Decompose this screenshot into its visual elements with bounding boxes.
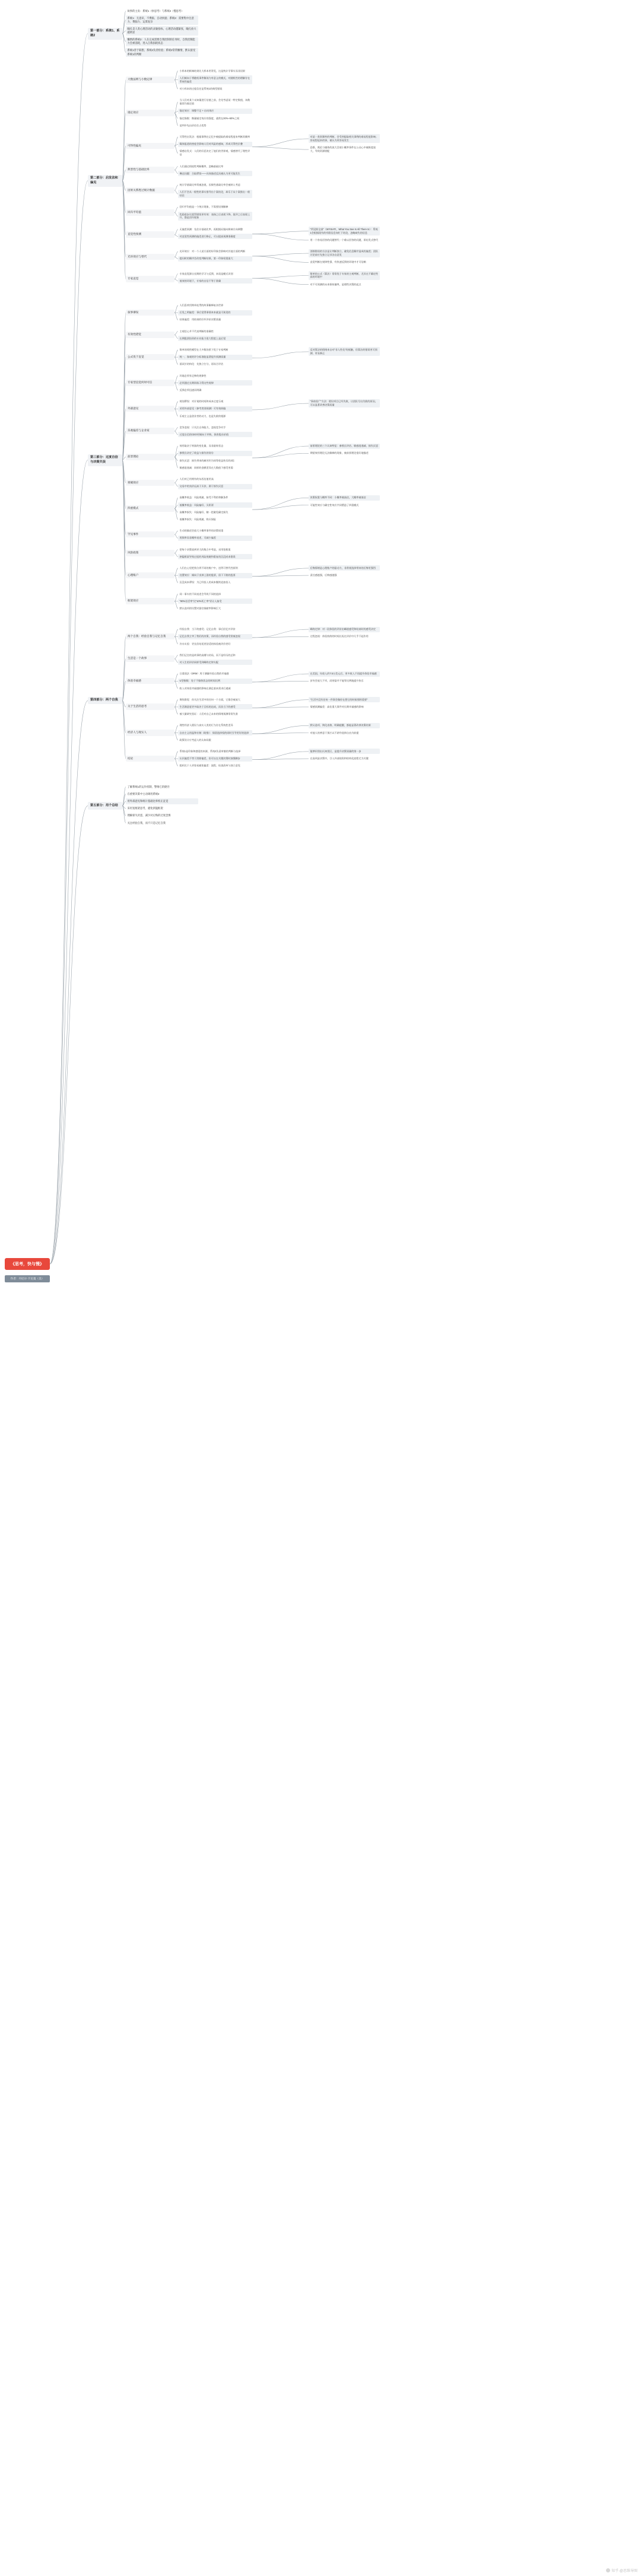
node-p3-c11-s1[interactable]: 责任感越强，后悔感越强 — [310, 574, 337, 577]
node-p4-c0-l2[interactable]: 冷水实验：更长但结尾更舒适的体验被评价更好 — [179, 642, 231, 645]
node-p3-c12[interactable]: 框架效应 — [126, 598, 174, 604]
node-p3-c11-s0[interactable]: 后悔情绪是心理账户的驱动力，非常规选择带来的后悔更强烈 — [309, 565, 380, 571]
node-p3-c9[interactable]: 罕见事件 — [126, 531, 174, 538]
branch-p4[interactable]: 第四部分：两个自我 — [88, 697, 122, 705]
node-p3-c9-l0[interactable]: 生动的描述会放大小概率事件的决策权重 — [179, 529, 224, 533]
node-p4-c2-l1[interactable]: U型指数：处于不愉快状态的时间比例 — [178, 679, 252, 684]
node-p3-c11-l1[interactable]: 处置效应：倾向于卖掉上涨的股票，留下下跌的股票 — [178, 573, 252, 578]
node-p4-c0-s0[interactable]: 峰终定律：对一段体验的评价由峰值感受和结束时的感受决定 — [309, 627, 380, 632]
node-p3-c6-l2[interactable]: 损失厌恶：损失带来的痛苦约为同等收益快乐的2倍 — [179, 458, 234, 462]
node-p3-c7-l1[interactable]: 交易中的卖价远高于买价，源于损失厌恶 — [178, 484, 252, 489]
node-p2-c3-l1[interactable]: 琳达问题：合取谬误——具体描述反而被认为更可能发生 — [178, 171, 252, 176]
node-p4-c3-l1[interactable]: 生活满意度更多取决于目标的达成，而非当下的感受 — [178, 704, 252, 709]
node-p3-c2-l0[interactable]: 简单的线性模型在大多数场景下优于专家判断 — [179, 348, 229, 351]
node-p2-c5-l1[interactable]: 奖励进步比惩罚错误更有效：表扬之后表现下降，批评之后表现上升，都是回归现象 — [178, 212, 252, 221]
node-p2-c8-s1[interactable]: 对不可预测的未来保持谦卑，是理性决策的起点 — [310, 282, 361, 286]
node-p4-c2-l2[interactable]: 收入对体验幸福感的影响在满足基本需求后递减 — [179, 686, 231, 690]
node-p2-c5[interactable]: 回归平均值 — [126, 209, 174, 216]
node-p3-c6-l3[interactable]: 敏感度递减：同样的金额差异在大数值下感受更弱 — [179, 466, 233, 469]
node-p3-c6-s1[interactable]: 期望效用理论无法解释的现象，被前景理论很好地描述 — [310, 451, 369, 455]
node-p2-c7-s0[interactable]: 消除错误的方法是让判断独立，避免信息顺序造成的偏差；团队讨论前应先独立记录各自意见 — [309, 249, 380, 258]
node-p2-c4[interactable]: 因果关系胜过统计数据 — [126, 187, 174, 194]
node-p2-c2-l1[interactable]: 媒体报道的密度会影响人们对风险的感知，形成可得性层叠 — [178, 142, 252, 147]
node-p2-c4-l1[interactable]: 人们不会从一般性的事实推导出个案结论，却乐于从个案推出一般结论 — [178, 190, 252, 199]
node-p3-c2-s0[interactable]: 反对算法的情绪来自对“非人性化”的抵触，但算法的错误更可预测、更易修正 — [309, 347, 380, 356]
node-p1-c1[interactable]: 系统1：无意识、不费脑、自动快速；系统2：需要集中注意力、费脑力、运算复杂 — [126, 15, 198, 24]
node-p1-c0[interactable]: 故事的主角：系统1（快思考）与系统2（慢思考） — [127, 9, 184, 12]
node-p2-c4-l0[interactable]: 统计学基础比率常被忽视，因果性基础比率会被纳入考虑 — [179, 183, 240, 186]
node-p2-c6-l1[interactable]: 对直觉性预测的偏差进行修正，可以提高预测准确度 — [178, 234, 252, 239]
node-p3-c1-l0[interactable]: 主观信心并不代表判断的准确性 — [179, 329, 214, 333]
node-p3-c8-l1[interactable]: 低概率收益：风险偏好，买彩票 — [178, 502, 252, 508]
node-p3-c5[interactable]: 乐观偏差与企业家 — [126, 428, 174, 434]
node-p4-c4[interactable]: 经济人与现实人 — [126, 730, 174, 736]
watermark-icon — [606, 2568, 610, 2572]
node-p3-c12-l1[interactable]: “90%存活率”比“10%死亡率”更让人接受 — [178, 598, 252, 604]
node-p4-c5-l1[interactable]: 认识偏差不等于消除偏差，但可以在关键决策时放慢脚步 — [178, 756, 252, 762]
node-p4-c3-s0[interactable]: “生活中没有任何一件事会像你在想它的时候那样重要” — [309, 697, 380, 702]
root-subtitle: 作者：丹尼尔·卡尼曼（美） — [5, 1275, 50, 1282]
node-p4-c2-l0[interactable]: 日重现法（DRM）用于测量经验自我的幸福感 — [179, 672, 229, 676]
node-p3-c3-l1[interactable]: 必须通过长期训练习得这些规律 — [178, 380, 252, 386]
node-p2-c2-s0[interactable]: 对某一类别频率的判断，会受到提取相关事例的难易程度影响；容易想起来的事，被认为更容易发生 — [309, 134, 380, 143]
node-p4-c4-l2[interactable]: 政策设计应考虑人的认知局限 — [179, 738, 211, 741]
node-p3-c3-l0[interactable]: 环境必须有足够的规律性 — [179, 374, 207, 377]
node-p4-c3[interactable]: 关于生活的思考 — [126, 703, 174, 710]
node-p3-c0-l0[interactable]: 人们喜欢用简单连贯的故事解释复杂世界 — [179, 303, 224, 307]
node-p3-c6-l1[interactable]: 参照点决定了收益与损失的划分 — [178, 451, 252, 456]
node-p3-c6[interactable]: 前景理论 — [126, 454, 174, 460]
node-p4-c5-l2[interactable]: 组织比个人更容易避免偏差：流程、检查清单与独立意见 — [179, 764, 240, 768]
node-p3-c4-l1[interactable]: 采用外部意见（参考类别预测）可有效纠偏 — [178, 406, 252, 412]
node-p3-c6-s0[interactable]: 前景理论的三个认知特征：参照点评估、敏感度递减、损失厌恶 — [309, 444, 380, 449]
node-p2-c1-l2[interactable]: 锚定指数：衡量锚定效应的强度，通常在30%~50%之间 — [179, 116, 240, 120]
node-p2-c7-l0[interactable]: 光环效应：对一个人某方面的好印象会影响对其他方面的判断 — [179, 250, 246, 253]
node-p2-c6-s1[interactable]: 用一个容易回答的问题替代一个难以回答的问题，即启发式替代 — [310, 238, 379, 241]
node-p4-c2-s1[interactable]: 贫穷会放大不幸，而财富并不能等比例地提升快乐 — [310, 679, 364, 683]
node-p2-c3-l0[interactable]: 人们通过相似性判断概率，忽略基础比率 — [179, 164, 224, 168]
node-p2-c1-l1[interactable]: 锚定效应：调整不足 + 启动效应 — [178, 109, 252, 114]
node-p4-c1[interactable]: 生活是一个故事 — [126, 655, 174, 662]
node-p3-c1-l1[interactable]: 长期股票投资的专业能力很大程度上是幻觉 — [178, 336, 252, 341]
node-p3-c11-l2[interactable]: 沉没成本谬误：为已经投入的成本继续追加投入 — [179, 581, 231, 584]
node-p3-c4-l2[interactable]: 乐观主义是创业者的动力，也是失败的根源 — [179, 414, 226, 418]
node-p2-c0[interactable]: 大数法则与小数定律 — [126, 77, 174, 83]
node-p4-c2[interactable]: 体验幸福感 — [126, 678, 174, 684]
node-p3-c3[interactable]: 专家型直觉何时可信 — [126, 380, 174, 386]
node-p1-c4[interactable]: 系统1善于联想，系统2负责检验；系统2常常懒惰，默认接受系统1的判断 — [126, 48, 198, 57]
node-p3-c5-l0[interactable]: 竞争忽视：只关注自身能力，忽视竞争对手 — [179, 425, 226, 429]
node-p2-c2[interactable]: 可得性偏见 — [126, 143, 174, 149]
node-p3-c10-l1[interactable]: 狭隘框架导致过度的风险规避和重复的沉没成本错误 — [178, 554, 252, 559]
node-p2-c3[interactable]: 典型性与基础比率 — [126, 167, 174, 173]
watermark-label: 知乎 @思维导图 — [611, 2569, 637, 2573]
node-p2-c0-l1[interactable]: 人们倾向于将随机事件解读为有意义的模式，对随机性的理解存在系统性偏差 — [178, 75, 252, 84]
node-p3-c5-l1[interactable]: 过度自信的CEO更倾向于并购，损害股东价值 — [178, 432, 252, 437]
node-p3-c4[interactable]: 外部意见 — [126, 406, 174, 412]
node-p2-c1[interactable]: 锚定效应 — [126, 110, 174, 116]
node-p1-c2[interactable]: 瞳孔是人类心理活动的灵敏指标，心理活动越紧张，瞳孔放大越明显 — [126, 26, 198, 35]
node-p3-c0-l2[interactable]: 结果偏差：用结果的好坏评价决策质量 — [179, 318, 221, 321]
node-p3-c2-l2[interactable]: 面试应结构化：先独立打分，再综合评估 — [179, 362, 224, 366]
node-p2-c6-l0[interactable]: 无偏差预测：先估计基础比率，再根据证据向极端方向调整 — [179, 227, 243, 231]
node-p2-c8-l0[interactable]: 专家直觉源自长期的学习与反馈，本质是模式识别 — [179, 272, 233, 275]
node-p3-c2[interactable]: 公式优于直觉 — [126, 354, 174, 361]
node-p3-c10[interactable]: 风险政策 — [126, 550, 174, 556]
node-p2-c1-l3[interactable]: 谈判中先出价往往占优势 — [179, 123, 207, 127]
node-p4-c0-l1[interactable]: 记忆自我主宰了我们的决策，而经验自我的感受常被忽视 — [178, 634, 252, 639]
watermark — [606, 2568, 637, 2573]
node-p5-c5[interactable]: 关注经验自我，而不只是记忆自我 — [127, 821, 166, 824]
node-p1-c3[interactable]: 懒惰的系统2：人在完成需要自我控制的任务时，自我控制能力会被消耗，进入自我损耗状态 — [126, 37, 198, 46]
node-p3-c8[interactable]: 四重模式 — [126, 505, 174, 512]
node-p4-c4-s1[interactable]: 对他人的善意干预应以不剥夺选择自由为前提 — [310, 731, 359, 734]
node-p3-c7[interactable]: 禀赋效应 — [126, 480, 174, 486]
branch-p2[interactable]: 第二部分：启发法和偏见 — [88, 175, 122, 187]
node-p2-c0-l0[interactable]: 小样本的极端结果比大样本更常见，这是统计学事实而非因果 — [179, 69, 246, 72]
node-p3-c11[interactable]: 心理账户 — [126, 572, 174, 579]
node-p2-c2-s1[interactable]: 恐惧、舆论与媒体的放大会使小概率事件在公众心中被极度放大，导致资源错配 — [310, 146, 376, 153]
node-p4-c1-l1[interactable]: 对人生的评价同样受到峰终定律支配 — [178, 660, 252, 665]
node-p2-c7-s1[interactable]: 直觉判断在规律性强、有快速反馈的环境中才可信赖 — [310, 260, 366, 264]
node-p4-c0-s1[interactable]: 过程忽视：体验持续的时间长短在评价中几乎不起作用 — [310, 635, 369, 638]
node-p3-c12-l2[interactable]: 默认选项的设置对器官捐献率影响巨大 — [179, 606, 221, 610]
node-p3-c11-l0[interactable]: 人们在心里把钱分到不同的账户中，违背可替代性原则 — [179, 566, 238, 569]
node-p4-c5-s1[interactable]: 在高风险决策中，引入外部视角和结构化流程尤为关键 — [310, 757, 369, 760]
node-p2-c8[interactable]: 专家直觉 — [126, 276, 174, 282]
node-p2-c7-l1[interactable]: 提问时的顺序会改变判断结果，第一印象权重最大 — [178, 256, 252, 262]
node-p2-c8-s0[interactable]: 简单的公式（算法）常常优于专家的主观判断，尤其在不确定性高的环境中 — [309, 271, 380, 280]
node-p3-c1[interactable]: 有效性错觉 — [126, 332, 174, 338]
node-p2-c7[interactable]: 光环效应与替代 — [126, 254, 174, 260]
node-p5-c4[interactable]: 理解损失厌恶，减少对后悔的过度恐惧 — [127, 814, 171, 817]
node-p3-c8-l3[interactable]: 低概率损失：风险规避，购买保险 — [179, 517, 216, 521]
node-p4-c5-l0[interactable]: 系统1是印象和感觉的来源，系统2负责审慎的判断与选择 — [179, 749, 241, 753]
node-p4-c5[interactable]: 结论 — [126, 756, 174, 762]
node-p2-c2-l0[interactable]: 可得性启发法：根据事例在记忆中被提取的难易程度来判断其概率 — [179, 135, 250, 138]
node-p4-c3-s1[interactable]: 情感预测偏差：高估重大事件对长期幸福感的影响 — [310, 705, 364, 708]
node-p3-c0[interactable]: 叙事谬误 — [126, 310, 174, 316]
node-p3-c8-s0[interactable]: 决策权重与概率不同：小概率被高估，大概率被低估 — [309, 495, 380, 501]
node-p2-c6[interactable]: 直觉性预测 — [126, 231, 174, 238]
node-p2-c8-l1[interactable]: 低效的环境下，专家的自信不等于准确 — [178, 278, 252, 284]
node-p3-c8-l0[interactable]: 高概率收益：风险规避，接受不利的和解条件 — [179, 496, 229, 499]
node-p5-c1[interactable]: 在重要决策中主动调用系统2 — [127, 792, 160, 795]
node-p5-c2[interactable]: 用外部意见和统计基础比率校正直觉 — [126, 798, 198, 804]
node-p2-c1-l0[interactable]: 当人们对某个未知量进行估值之前，会先考虑某一特定数值，该数值即为锚定值 — [179, 98, 250, 106]
node-p4-c4-l1[interactable]: 自由主义的温和专制（助推）：保留选择权的同时引导更好的选择 — [178, 730, 252, 735]
node-p3-c4-s0[interactable]: “事前验尸”方法：假设项目已经失败，让团队写出失败的原因，可以显著改善决策质量 — [309, 399, 380, 408]
node-p3-c4-l0[interactable]: 规划谬误：对计划的时间和成本过度乐观 — [179, 400, 224, 403]
node-p3-c10-l0[interactable]: 把每个决策放到更大的集合中考虑，采用宽框架 — [179, 547, 231, 551]
node-p3-c9-l1[interactable]: 用频率而非概率表述，可减少偏差 — [178, 536, 252, 541]
node-p2-c2-l2[interactable]: 情感启发式：人们的好恶决定了他们的世界观，情感替代了理性评估 — [179, 149, 250, 157]
node-p3-c12-l0[interactable]: 同一事实的不同表述会导致不同的选择 — [179, 592, 221, 596]
node-p2-c5-l0[interactable]: 回归平均值是一个统计现象，不需要因果解释 — [179, 205, 229, 209]
root-node[interactable]: 《思考，快与慢》 — [5, 1258, 50, 1270]
node-p3-c7-l0[interactable]: 人们对已经拥有的东西估值更高 — [179, 477, 214, 480]
branch-p1[interactable]: 第一部分：系统1、系统2 — [88, 28, 122, 40]
node-p4-c4-s0[interactable]: 默认选项、简化表格、明确提醒，都能显著改善决策结果 — [309, 723, 380, 728]
node-p4-c1-l0[interactable]: 我们记住的是故事的高潮与结局，而不是经历的总和 — [179, 653, 236, 657]
node-p5-c3[interactable]: 采用宽框架思考，避免狭隘框架 — [127, 807, 163, 810]
node-p2-c6-s0[interactable]: “所见即全部”（WYSIATI，What You See Is All There Is）：系统1会根据现有的有限信息匆忙下结论，忽略缺失的信息 — [309, 227, 380, 235]
node-p4-c5-s0[interactable]: 能够识别出认知雷区，是提升决策质量的第一步 — [309, 749, 380, 754]
node-p3-c0-l1[interactable]: 后见之明偏差：事后觉得事情本来就是可预见的 — [178, 310, 252, 316]
node-p4-c2-s0[interactable]: 在美国，年收入约7.5万美元后，更多收入不再提升体验幸福感 — [309, 671, 380, 677]
node-p2-c0-l2[interactable]: 对小样本的过度信任是系统1的典型错误 — [179, 87, 223, 90]
branch-p3[interactable]: 第三部分：过度自信与决策失误 — [88, 454, 122, 466]
node-p4-c0-l0[interactable]: 经验自我：当下的感受；记忆自我：事后回忆并评价 — [179, 628, 236, 631]
branch-p5[interactable]: 第五部分：用个总结 — [88, 802, 122, 810]
node-p3-c3-l2[interactable]: 反馈必须迅速而明确 — [179, 388, 202, 391]
node-p3-c8-l2[interactable]: 高概率损失：风险偏好，赌一把避免确定损失 — [179, 510, 229, 514]
node-p3-c6-l0[interactable]: 效用取决于财富的变化量，而非最终状态 — [179, 444, 224, 448]
node-p4-c0[interactable]: 两个自我：经验自我与记忆自我 — [126, 633, 174, 640]
node-p4-c3-l2[interactable]: 被大量研究验证：人们对自己未来的情绪预测常常失准 — [179, 712, 238, 716]
node-p4-c3-l0[interactable]: 聚焦错觉：你关注生活中的任何一个方面，它都会被放大 — [179, 698, 240, 701]
node-p5-c0[interactable]: 了解系统1的运作机制，警惕它的捷径 — [127, 785, 170, 788]
node-p3-c2-l1[interactable]: 统一、客观的评分标准能显著提升预测质量 — [178, 355, 252, 360]
node-p4-c4-l0[interactable]: 理性经济人假设与真实人类的行为存在系统性差异 — [179, 724, 233, 727]
node-p3-c8-s1[interactable]: 可能性效应与确定性效应共同塑造了四重模式 — [310, 503, 359, 507]
